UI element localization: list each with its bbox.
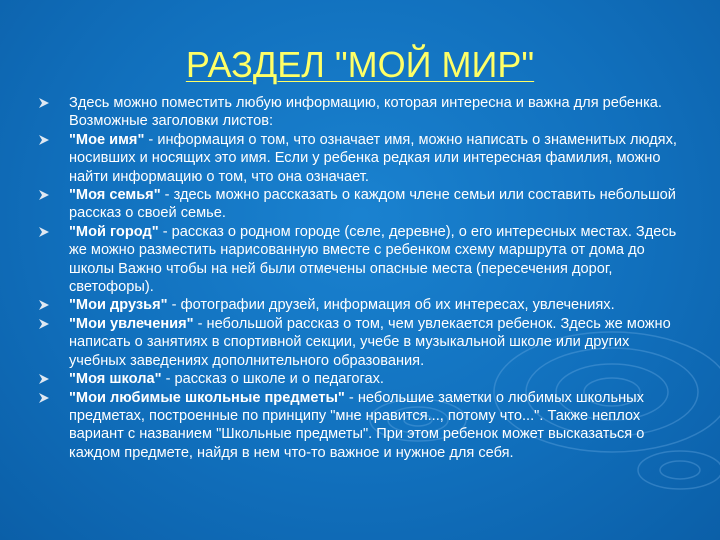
item-heading: "Моя школа" <box>69 371 162 388</box>
list-item <box>38 186 678 223</box>
item-text: - рассказ о школе и о педагогах. <box>161 371 384 388</box>
arrowhead-bullet-icon <box>38 318 50 330</box>
arrowhead-bullet-icon <box>38 134 50 146</box>
item-text: - фотографии друзей, информация об их интересах, увлечениях. <box>167 297 615 314</box>
item-text: - информация о том, что означает имя, можно написать о знаменитых людях, носивших и носящих это имя. Если у ребенка редкая или интересная фамилия, можно найти информацию о том, что она означает. <box>69 131 677 185</box>
arrowhead-bullet-icon <box>38 373 50 385</box>
list-item <box>38 370 678 388</box>
item-text: - небольшой рассказ о том, чем увлекается ребенок. Здесь же можно написать о занятиях в спортивной секции, учебе в музыкальной школе или других учебных заведениях дополнительного образования. <box>69 315 671 369</box>
arrowhead-bullet-icon <box>38 189 50 201</box>
item-text: - рассказ о родном городе (селе, деревне), о его интересных местах. Здесь же можно разместить нарисованную вместе с ребенком схему маршрута от дома до школы Важно чтобы на ней были отмечены опасные места (пересечения дорог, светофоры). <box>69 223 677 296</box>
arrowhead-bullet-icon <box>38 97 50 109</box>
slide-title: РАЗДЕЛ "МОЙ МИР" <box>185 44 535 85</box>
list-item <box>38 131 678 186</box>
item-text: - здесь можно рассказать о каждом члене семьи или составить небольшой рассказ о своей семье. <box>69 187 676 222</box>
list-item <box>38 296 678 314</box>
item-heading: "Моя семья" <box>69 187 161 204</box>
item-heading: "Мой город" <box>69 223 159 240</box>
item-heading: "Мое имя" <box>69 131 145 148</box>
item-heading: "Мои любимые школьные предметы" <box>69 389 345 406</box>
arrowhead-bullet-icon <box>38 392 50 404</box>
list-item <box>38 389 678 463</box>
arrowhead-bullet-icon <box>38 299 50 311</box>
item-text: Здесь можно поместить любую информацию, которая интересна и важна для ребенка. Возможные заголовки листов: <box>69 95 662 130</box>
list-item <box>38 94 678 131</box>
list-item <box>38 223 678 297</box>
item-heading: "Мои друзья" <box>69 297 168 314</box>
list-item <box>38 315 678 370</box>
arrowhead-bullet-icon <box>38 226 50 238</box>
item-text: - небольшие заметки о любимых школьных предметах, построенные по принципу "мне нравится..., потому что...". Также неплох вариант с названием "Школьные предметы". При этом ребенок может высказаться о каждом предмете, найдя в нем что-то важное и нужное для себя. <box>69 389 645 461</box>
item-heading: "Мои увлечения" <box>69 315 194 332</box>
bullet-list <box>38 94 678 462</box>
